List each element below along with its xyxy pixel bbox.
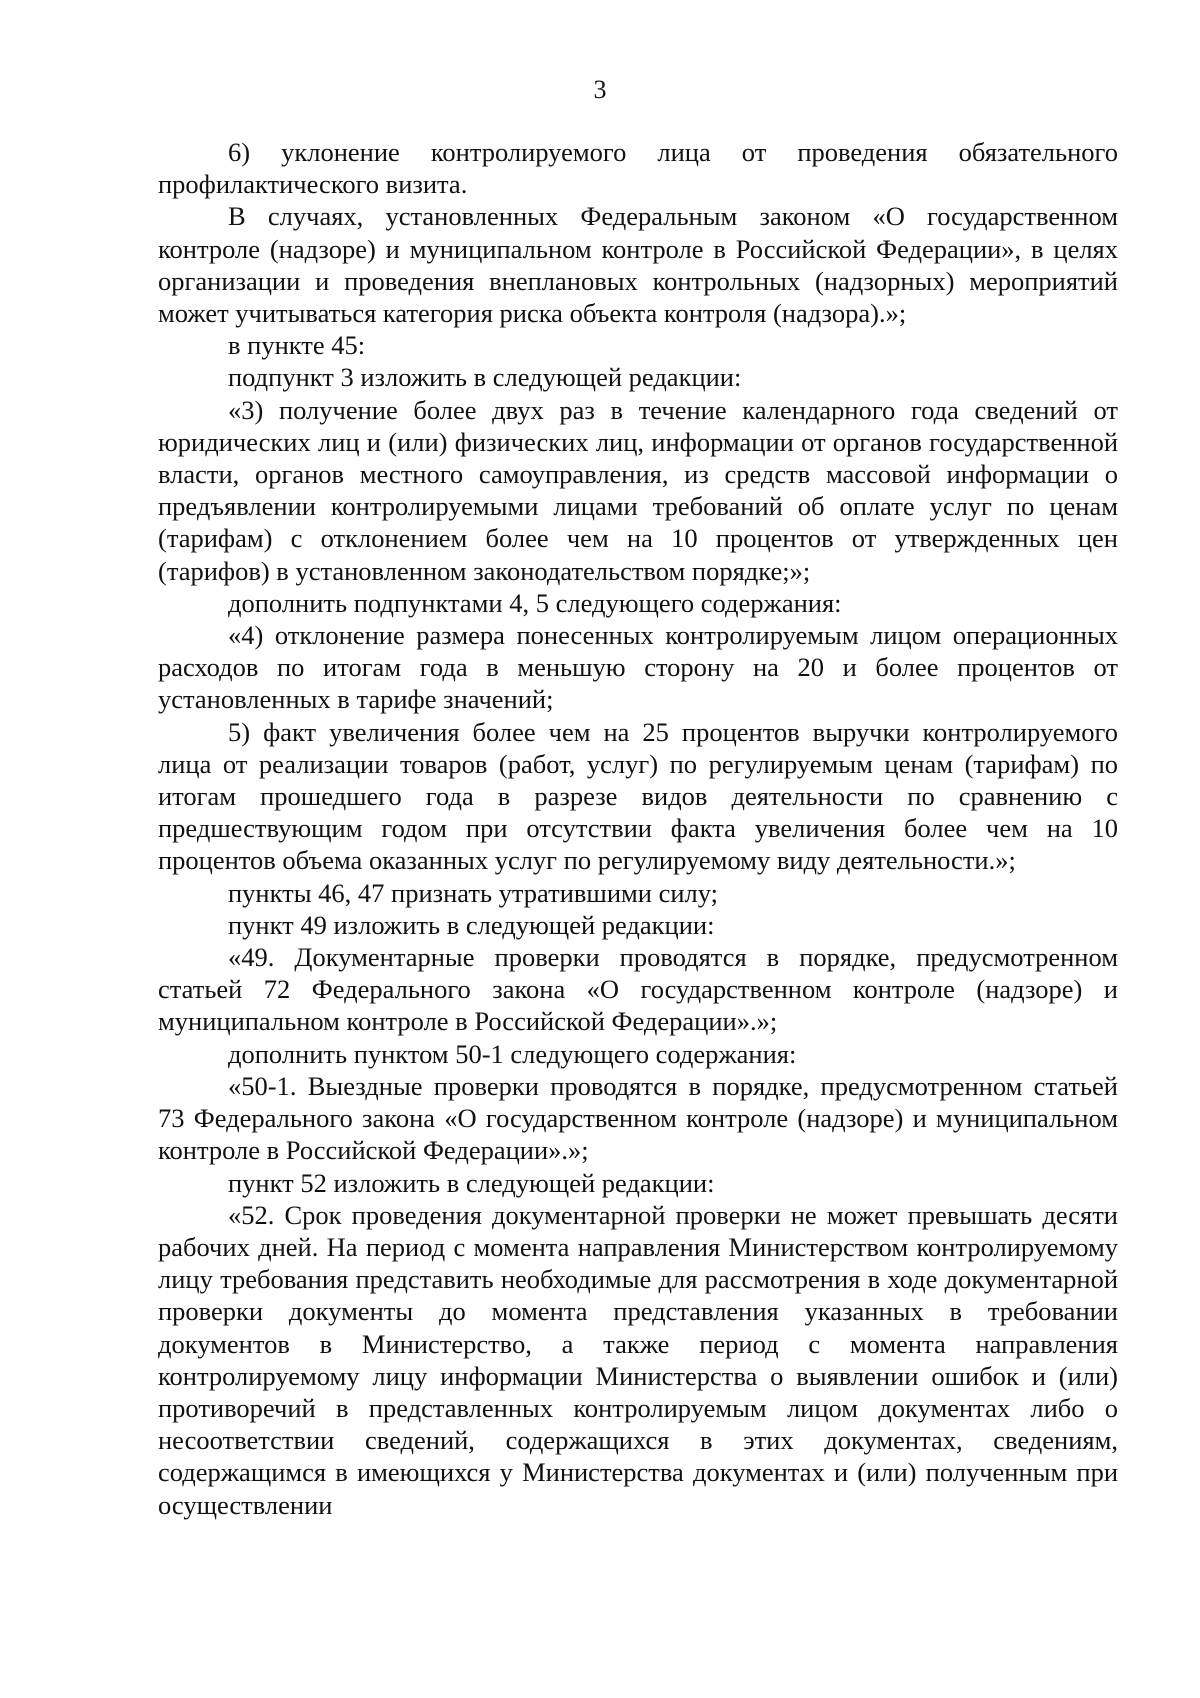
paragraph: «3) получение более двух раз в течение календарного года сведений от юридических лиц и (или) физических лиц, информации от органов государственной власти, органов местного самоуправления, из средств массовой информации о предъявлении контролируемыми лицами требований об оплате услуг по ценам (тарифам) с отклонением более чем на 10 процентов от утвержденных цен (тарифов) в установленном законодательством порядке;»; xyxy=(158,394,1118,586)
paragraph: 5) факт увеличения более чем на 25 процентов выручки контролируемого лица от реализации товаров (работ, услуг) по регулируемым ценам (тарифам) по итогам прошедшего года в разрезе видов деятельности по сравнению с предшествующим годом при отсутствии факта увеличения более чем на 10 процентов объема оказанных услуг по регулируемому виду деятельности.»; xyxy=(158,716,1118,876)
paragraph: «52. Срок проведения документарной проверки не может превышать десяти рабочих дней. На период с момента направления Министерством контролируемому лицу требования представить необходимые для рассмотрения в ходе документарной проверки документы до момента представления указанных в требовании документов в Министерство, а также период с момента направления контролируемому лицу информации Министерства о выявлении ошибок и (или) противоречий в представленных контролируемым лицом документах либо о несоответствии сведений, содержащихся в этих документах, сведениям, содержащимся в имеющихся у Министерства документах и (или) полученным при осуществлении xyxy=(158,1199,1118,1520)
paragraph: пункт 49 изложить в следующей редакции: xyxy=(228,909,715,940)
page-number: 3 xyxy=(593,75,607,104)
paragraph: пункт 52 изложить в следующей редакции: xyxy=(228,1167,715,1198)
paragraph: 6) уклонение контролируемого лица от проведения обязательного профилактического визита. xyxy=(158,137,1118,200)
paragraph: пункты 46, 47 признать утратившими силу; xyxy=(228,877,719,908)
paragraph: «4) отклонение размера понесенных контролируемым лицом операционных расходов по итогам года в меньшую сторону на 20 и более процентов от установленных в тарифе значений; xyxy=(158,620,1118,715)
paragraph: дополнить пунктом 50-1 следующего содержания: xyxy=(228,1038,797,1069)
paragraph: В случаях, установленных Федеральным законом «О государственном контроле (надзоре) и муниципальном контроле в Российской Федерации», в целях организации и проведения внеплановых контрольных (надзорных) мероприятий может учитываться категория риска объекта контроля (надзора).»; xyxy=(158,201,1118,329)
document-body xyxy=(158,136,1118,1521)
paragraph: в пункте 45: xyxy=(228,330,366,361)
paragraph: дополнить подпунктами 4, 5 следующего содержания: xyxy=(228,587,842,618)
paragraph: подпункт 3 изложить в следующей редакции: xyxy=(228,362,742,393)
paragraph: «50-1. Выездные проверки проводятся в порядке, предусмотренном статьей 73 Федерального закона «О государственном контроле (надзоре) и муниципальном контроле в Российской Федерации».»; xyxy=(158,1070,1118,1166)
paragraph: «49. Документарные проверки проводятся в порядке, предусмотренном статьей 72 Федерального закона «О государственном контроле (надзоре) и муниципальном контроле в Российской Федерации».»; xyxy=(158,942,1118,1037)
